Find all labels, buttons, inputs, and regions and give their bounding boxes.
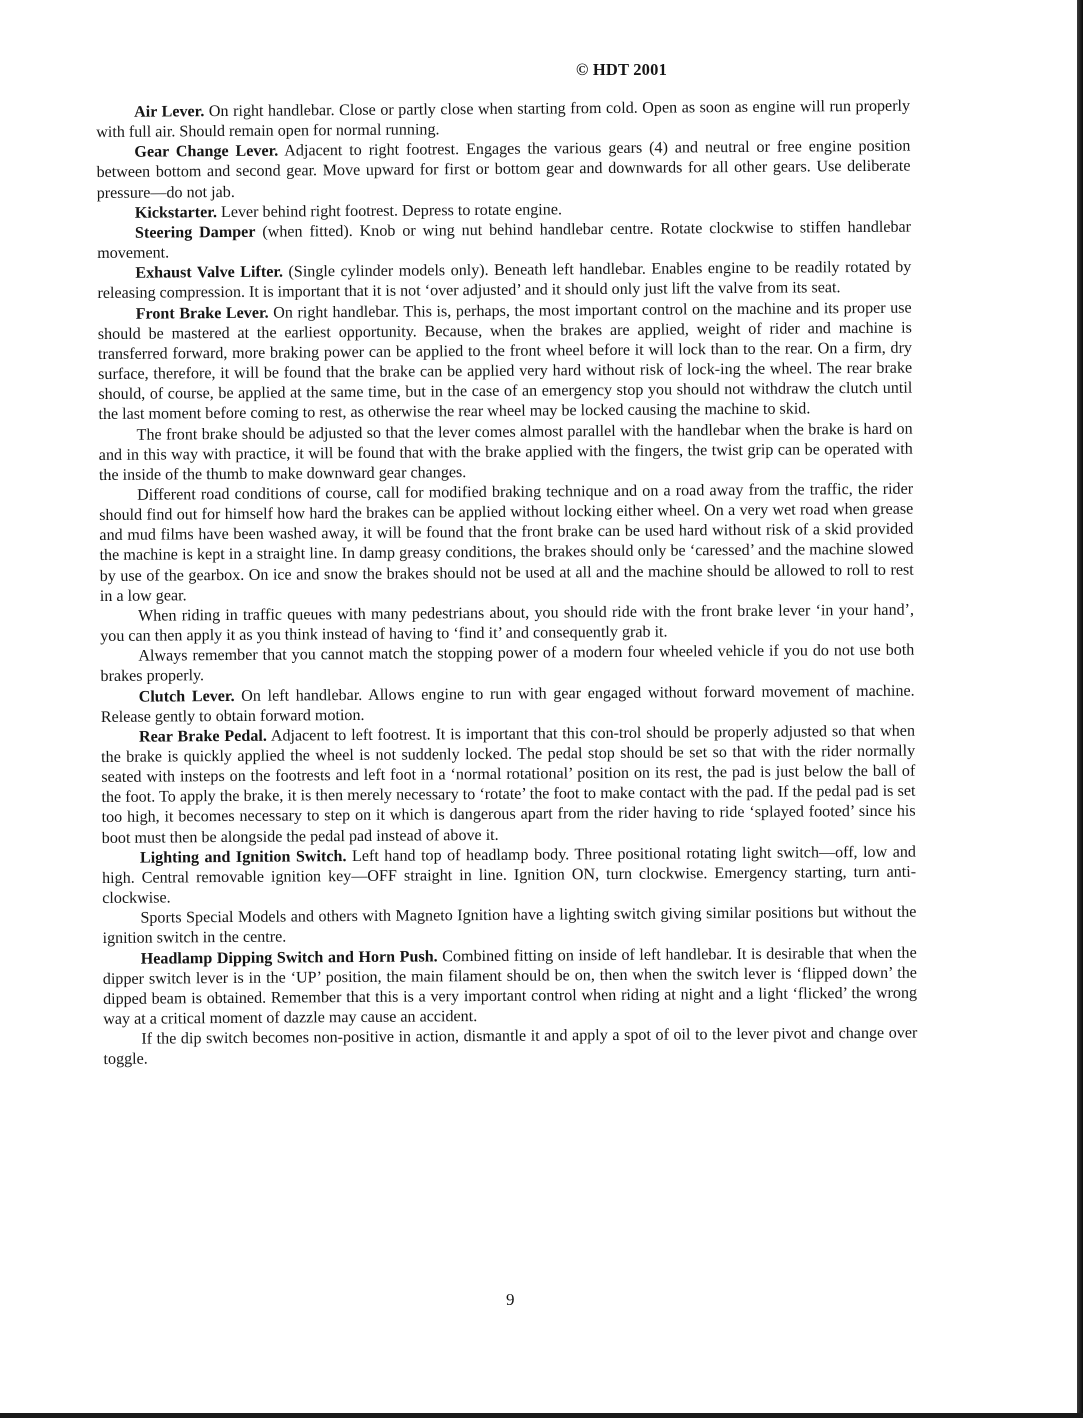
paragraph-front-brake-adjustment bbox=[99, 419, 913, 486]
heading-clutch-lever: Clutch Lever. bbox=[138, 687, 235, 706]
paragraph-stopping-power bbox=[100, 641, 914, 688]
heading-exhaust-valve-lifter: Exhaust Valve Lifter. bbox=[135, 263, 284, 282]
text-headlamp-dipping-switch: Combined fitting on inside of left handlebar. It is desirable that when the dipper switch lever is in the ‘UP’ position, the main filament should be on, then when the switch lever is ‘flipped down’ the dipped beam is obtained. Remember that this is a very important control when riding at night and a light ‘flicked’ the wrong way at a critical moment of dazzle may cause an accident. bbox=[102, 944, 918, 1029]
paragraph-air-lever bbox=[96, 97, 910, 144]
text-front-brake-lever: On right handlebar. This is, perhaps, the most important control on the machine and its proper use should be mastered at the earliest opportunity. Because, when the brakes are applied, weight of rider and machine is transferred forward, more braking power can be applied to the front wheel before it will lock than to the rear. On a firm, dry surface, therefore, it will be found that the brake can be applied very hard without risk of lock-ing the wheel. The rear brake should, of course, be applied at the same time, but in the case of an emergency stop you should not withdraw the clutch until the last moment before coming to rest, as otherwise the rear wheel may be locked causing the machine to skid. bbox=[97, 299, 913, 424]
paragraph-dip-switch-maintenance bbox=[103, 1024, 917, 1071]
body-text bbox=[96, 97, 918, 1071]
text-steering-damper: (when fitted). Knob or wing nut behind handlebar centre. Rotate clockwise to stiffen handlebar movement. bbox=[97, 218, 912, 263]
text-traffic-queues: When riding in traffic queues with many pedestrians about, you should ride with the front brake lever ‘in your hand’, you can then apply it as you think instead of having to ‘find it’ and consequently grab it. bbox=[100, 601, 915, 646]
heading-steering-damper: Steering Damper bbox=[134, 223, 256, 242]
page-edge-bottom bbox=[0, 1413, 1083, 1418]
paragraph-road-conditions bbox=[99, 480, 914, 607]
heading-air-lever: Air Lever. bbox=[134, 103, 205, 121]
text-stopping-power: Always remember that you cannot match the stopping power of a modern four wheeled vehicle if you do not use both brakes properly. bbox=[100, 641, 915, 686]
heading-lighting-ignition-switch: Lighting and Ignition Switch. bbox=[139, 847, 347, 867]
page-number: 9 bbox=[506, 1290, 515, 1309]
paragraph-sports-special-models bbox=[102, 903, 916, 950]
paragraph-rear-brake-pedal bbox=[101, 721, 916, 848]
paragraph-lighting-ignition-switch bbox=[102, 842, 916, 909]
heading-rear-brake-pedal: Rear Brake Pedal. bbox=[138, 727, 267, 746]
heading-front-brake-lever: Front Brake Lever. bbox=[135, 304, 269, 323]
paragraph-exhaust-valve-lifter bbox=[97, 258, 911, 305]
text-clutch-lever: On left handlebar. Allows engine to run with gear engaged without forward movement of machine. Release gently to obtain forward motion. bbox=[100, 682, 915, 726]
text-front-brake-adjustment: The front brake should be adjusted so that the lever comes almost parallel with the handlebar when the brake is hard on and in this way with practice, it will be found that with the brake applied with the fingers, the twist grip can be operated with the inside of the thumb to make downward gear changes. bbox=[98, 420, 913, 484]
paragraph-steering-damper bbox=[97, 218, 911, 265]
heading-gear-change-lever: Gear Change Lever. bbox=[134, 142, 279, 162]
paragraph-clutch-lever bbox=[101, 681, 915, 728]
page-edge-right bbox=[1077, 0, 1083, 1418]
text-dip-switch-maintenance: If the dip switch becomes non-positive in action, dismantle it and apply a spot of oil to the lever pivot and change over toggle. bbox=[103, 1024, 918, 1069]
text-air-lever: On right handlebar. Close or partly close when starting from cold. Open as soon as engine will run properly with full air. Should remain open for normal running. bbox=[96, 97, 911, 142]
paragraph-traffic-queues bbox=[100, 600, 914, 647]
paragraph-headlamp-dipping-switch bbox=[103, 943, 918, 1030]
text-lighting-ignition-switch: Left hand top of headlamp body. Three positional rotating light switch—off, low and high. Central removable ignition key—OFF straight in line. Ignition ON, turn clockwise. Emergency starting, turn anti-clockwise. bbox=[102, 843, 917, 908]
text-sports-special-models: Sports Special Models and others with Magneto Ignition have a lighting switch giving similar positions but without the ignition switch in the centre. bbox=[102, 903, 917, 948]
text-rear-brake-pedal: Adjacent to left footrest. It is important that this con-trol should be properly adjusted so that when the brake is quickly applied the wheel is not suddenly locked. The pedal stop should be set so that with the rider normally seated with insteps on the footrests and left foot in a ‘normal rotational’ position on its rest, the pad is just below the ball of the foot. To apply the brake, it is then merely necessary to ‘rotate’ the foot to make contact with the pad. If the pedal pad is set too high, it becomes necessary to step on it which is dangerous apart from the rider having to ride ‘splayed footed’ since his boot must then be alongside the pedal pad instead of above it. bbox=[101, 722, 916, 847]
heading-headlamp-dipping-switch: Headlamp Dipping Switch and Horn Push. bbox=[140, 947, 438, 968]
text-gear-change-lever: Adjacent to right footrest. Engages the various gears (4) and neutral or free engine position between bottom and second gear. Move upward for first or bottom gear and downwards for all other gears. Use deliberate pressure—do not jab. bbox=[96, 137, 911, 202]
text-road-conditions: Different road conditions of course, call for modified braking technique and on a road away from the traffic, the rider should find out for himself how hard the brakes can be applied without locking either wheel. On a very wet road when grease and mud films have been washed away, it will be found that the front brake can be used hard without risk of a skid provided the machine is kept in a straight line. In damp greasy conditions, the brakes should only be ‘caressed’ and the machine slowed by use of the gearbox. On ice and snow the brakes should not be used at all and the machine should be allowed to roll to rest in a low gear. bbox=[99, 480, 914, 605]
text-exhaust-valve-lifter: (Single cylinder models only). Beneath left handlebar. Enables engine to be readily rotated by releasing compression. It is important that it is not ‘over adjusted’ and it should only just lift the valve from its seat. bbox=[97, 258, 912, 303]
heading-kickstarter: Kickstarter. bbox=[134, 203, 218, 222]
text-kickstarter: Lever behind right footrest. Depress to rotate engine. bbox=[216, 201, 563, 221]
paragraph-gear-change-lever bbox=[96, 137, 910, 204]
copyright-header: © HDT 2001 bbox=[576, 60, 668, 79]
paragraph-front-brake-lever bbox=[98, 298, 913, 425]
